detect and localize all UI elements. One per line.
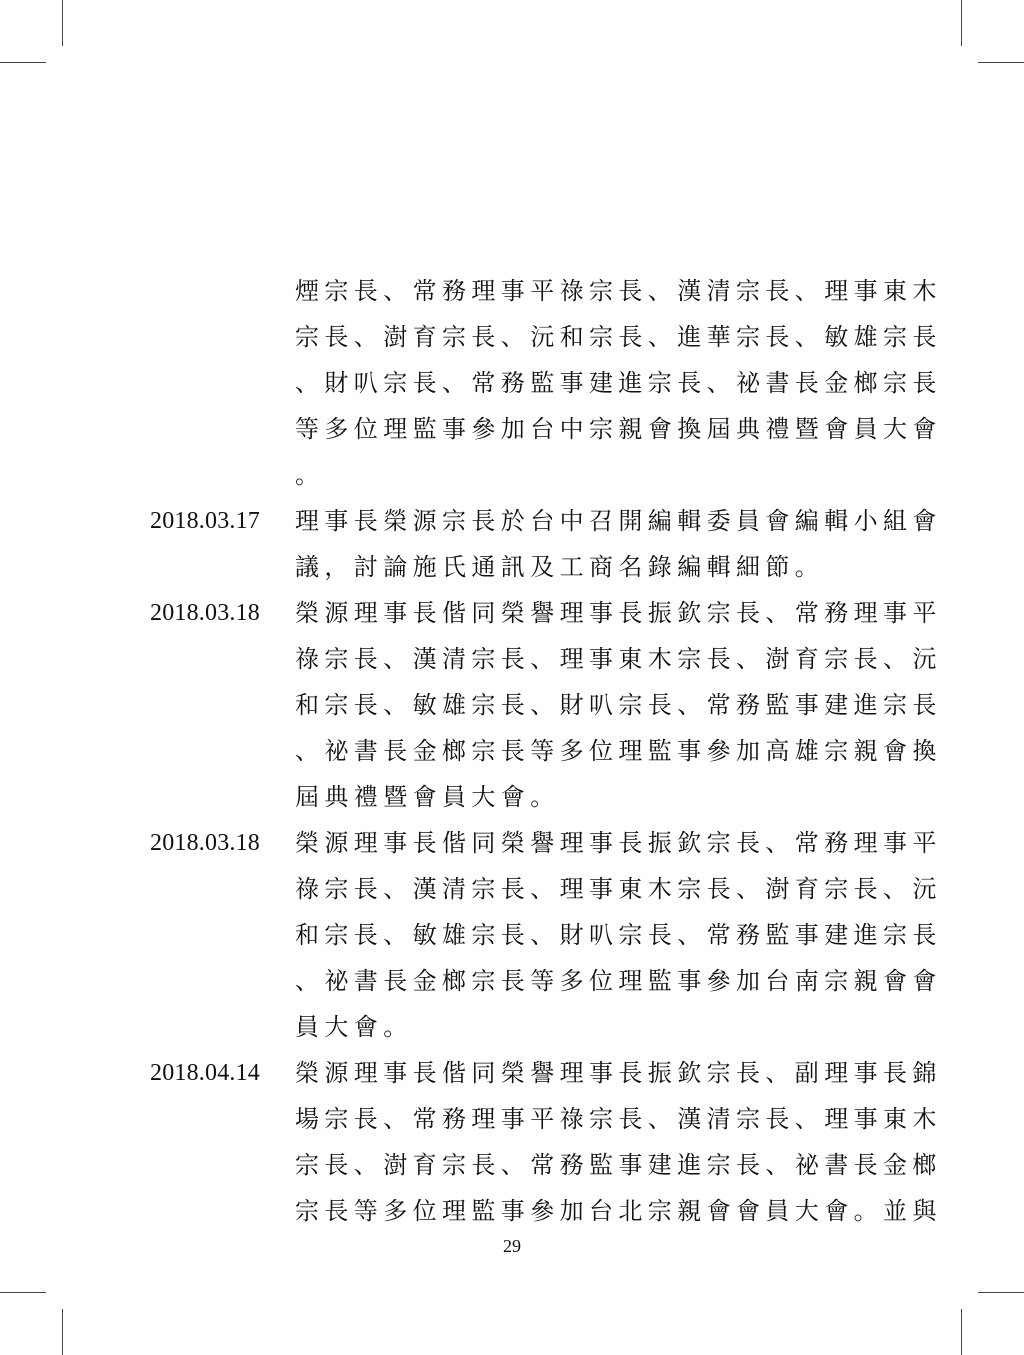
crop-mark	[961, 0, 962, 46]
text-line: 、祕書長金榔宗長等多位理監事參加台南宗親會會	[295, 967, 942, 995]
entry-text	[295, 1050, 942, 1234]
text-line: 員大會。	[295, 1013, 413, 1041]
chronicle-entry	[150, 498, 942, 590]
crop-mark	[978, 1292, 1024, 1293]
chronicle-body	[150, 268, 942, 1234]
text-line: 議，討論施氏通訊及工商名錄編輯細節。	[295, 553, 825, 581]
text-line: 和宗長、敏雄宗長、財叭宗長、常務監事建進宗長	[295, 691, 942, 719]
text-line: 等多位理監事參加台中宗親會換屆典禮暨會員大會	[295, 415, 942, 443]
chronicle-entry	[150, 268, 942, 498]
chronicle-entry	[150, 1050, 942, 1234]
text-line: 煙宗長、常務理事平祿宗長、漢清宗長、理事東木	[295, 277, 942, 305]
text-line: 、財叭宗長、常務監事建進宗長、祕書長金榔宗長	[295, 369, 942, 397]
text-line: 宗長、澍育宗長、常務監事建進宗長、祕書長金榔	[295, 1151, 942, 1179]
chronicle-entry	[150, 820, 942, 1050]
text-line: 祿宗長、漢清宗長、理事東木宗長、澍育宗長、沅	[295, 875, 942, 903]
text-line: 榮源理事長偕同榮譽理事長振欽宗長、常務理事平	[295, 599, 942, 627]
crop-mark	[0, 62, 46, 63]
entry-text	[295, 268, 942, 498]
text-line: 。	[295, 461, 325, 489]
entry-text	[295, 498, 942, 590]
text-line: 屆典禮暨會員大會。	[295, 783, 560, 811]
text-line: 榮源理事長偕同榮譽理事長振欽宗長、副理事長錦	[295, 1059, 942, 1087]
crop-mark	[62, 1309, 63, 1355]
text-line: 理事長榮源宗長於台中召開編輯委員會編輯小組會	[295, 507, 942, 535]
crop-mark	[0, 1292, 46, 1293]
text-line: 場宗長、常務理事平祿宗長、漢清宗長、理事東木	[295, 1105, 942, 1133]
crop-mark	[978, 62, 1024, 63]
text-line: 宗長、澍育宗長、沅和宗長、進華宗長、敏雄宗長	[295, 323, 942, 351]
crop-mark	[62, 0, 63, 46]
crop-mark	[961, 1309, 962, 1355]
entry-date: 2018.03.18	[150, 830, 260, 856]
text-line: 和宗長、敏雄宗長、財叭宗長、常務監事建進宗長	[295, 921, 942, 949]
entry-text	[295, 820, 942, 1050]
page-number: 29	[503, 1236, 521, 1256]
text-line: 祿宗長、漢清宗長、理事東木宗長、澍育宗長、沅	[295, 645, 942, 673]
entry-text	[295, 590, 942, 820]
text-line: 、祕書長金榔宗長等多位理監事參加高雄宗親會換	[295, 737, 942, 765]
text-line: 榮源理事長偕同榮譽理事長振欽宗長、常務理事平	[295, 829, 942, 857]
text-line: 宗長等多位理監事參加台北宗親會會員大會。並與	[295, 1197, 942, 1225]
entry-date: 2018.04.14	[150, 1060, 260, 1086]
chronicle-entry	[150, 590, 942, 820]
entry-date: 2018.03.17	[150, 508, 260, 534]
entry-date: 2018.03.18	[150, 600, 260, 626]
